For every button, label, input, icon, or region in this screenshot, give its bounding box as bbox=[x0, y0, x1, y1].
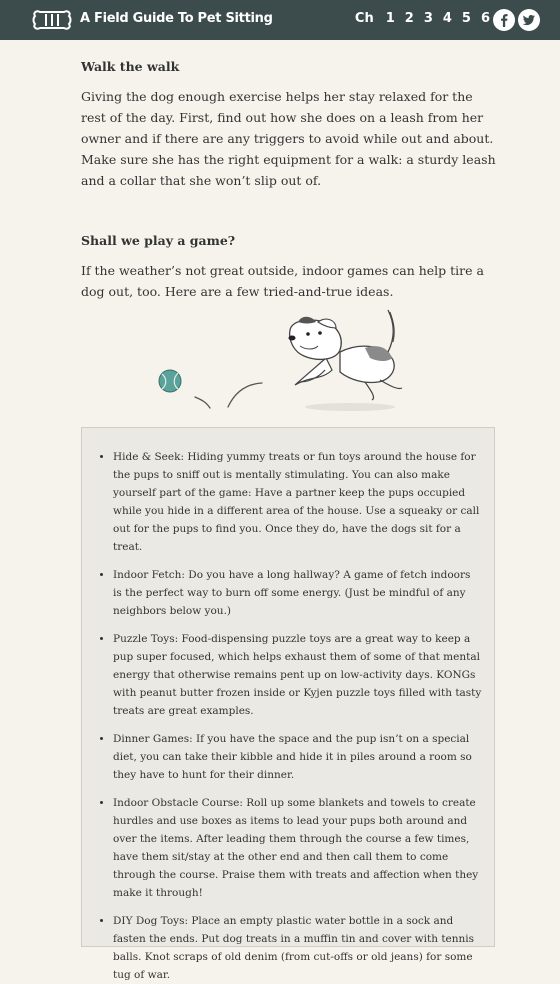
chapter-nav bbox=[345, 11, 490, 26]
section-body-walk: Giving the dog enough exercise helps her stay relaxed for the rest of the day. First, find out how she does on a leash from her owner and if there are any triggers to avoid while out and about. Make sure she has the right equipment for a walk: a sturdy leash and a collar that she won’t slip out of. bbox=[81, 89, 496, 188]
chapter-link-6[interactable]: 6 bbox=[480, 11, 490, 26]
site-title[interactable]: A Field Guide To Pet Sitting bbox=[80, 11, 273, 26]
list-item: • Dinner Games: If you have the space and the pup isn’t on a special diet, you can take their kibble and hide it in piles around a room so they have to hunt for their dinner. bbox=[113, 730, 482, 784]
list-item: • DIY Dog Toys: Place an empty plastic water bottle in a sock and fasten the ends. Put dog treats in a muffin tin and cover with tennis balls. Knot scraps of old denim (from cut-offs or old jeans) for some tug of war. bbox=[113, 912, 482, 984]
section-body-games: If the weather’s not great outside, indoor games can help tire a dog out, too. Here are a few tried-and-true ideas. bbox=[81, 263, 484, 299]
indoor-games-box bbox=[81, 427, 495, 981]
chapter-link-1[interactable]: 1 bbox=[385, 11, 395, 26]
facebook-icon bbox=[493, 9, 515, 31]
list-item: • Indoor Obstacle Course: Roll up some blankets and towels to create hurdles and use boxes as items to lead your pups both around and over the items. After leading them through the course a few times, have them sit/stay at the other end and then call them to come through the course. Praise them with treats and affection when they make it through! bbox=[113, 794, 482, 902]
chapter-link-5[interactable]: 5 bbox=[461, 11, 471, 26]
twitter-share-button[interactable] bbox=[518, 9, 540, 31]
chapter-link-3[interactable]: 3 bbox=[423, 11, 433, 26]
facebook-share-button[interactable] bbox=[493, 9, 515, 31]
section-heading-games: Shall we play a game? bbox=[81, 233, 236, 248]
bone-logo-icon[interactable] bbox=[32, 8, 72, 32]
dog-icon bbox=[289, 310, 403, 411]
indoor-games-list bbox=[82, 428, 494, 984]
dog-chasing-ball-illustration bbox=[150, 300, 410, 420]
twitter-icon bbox=[518, 9, 540, 31]
chapter-link-4[interactable]: 4 bbox=[442, 11, 452, 26]
list-item: • Indoor Fetch: Do you have a long hallway? A game of fetch indoors is the perfect way to burn off some energy. (Just be mindful of any neighbors below you.) bbox=[113, 566, 482, 620]
social-links bbox=[493, 9, 540, 31]
tennis-ball-icon bbox=[159, 370, 181, 392]
top-nav-bar bbox=[0, 0, 560, 40]
chapter-link-2[interactable]: 2 bbox=[404, 11, 414, 26]
motion-line bbox=[195, 397, 210, 408]
chapter-label: Ch bbox=[354, 11, 374, 26]
list-item: • Hide & Seek: Hiding yummy treats or fun toys around the house for the pups to sniff out is mentally stimulating. You can also make yourself part of the game: Have a partner keep the pups occupied while you hide in a different area of the house. Use a squeaky or call out for the pups to find you. Once they do, have the dogs sit for a treat. bbox=[113, 448, 482, 556]
section-heading-walk: Walk the walk bbox=[81, 59, 180, 74]
motion-line bbox=[228, 383, 262, 407]
list-item: • Puzzle Toys: Food-dispensing puzzle toys are a great way to keep a pup super focused, which helps exhaust them of some of that mental energy that otherwise remains pent up on low-activity days. KONGs with peanut butter frozen inside or Kyjen puzzle toys filled with tasty treats are great examples. bbox=[113, 630, 482, 720]
